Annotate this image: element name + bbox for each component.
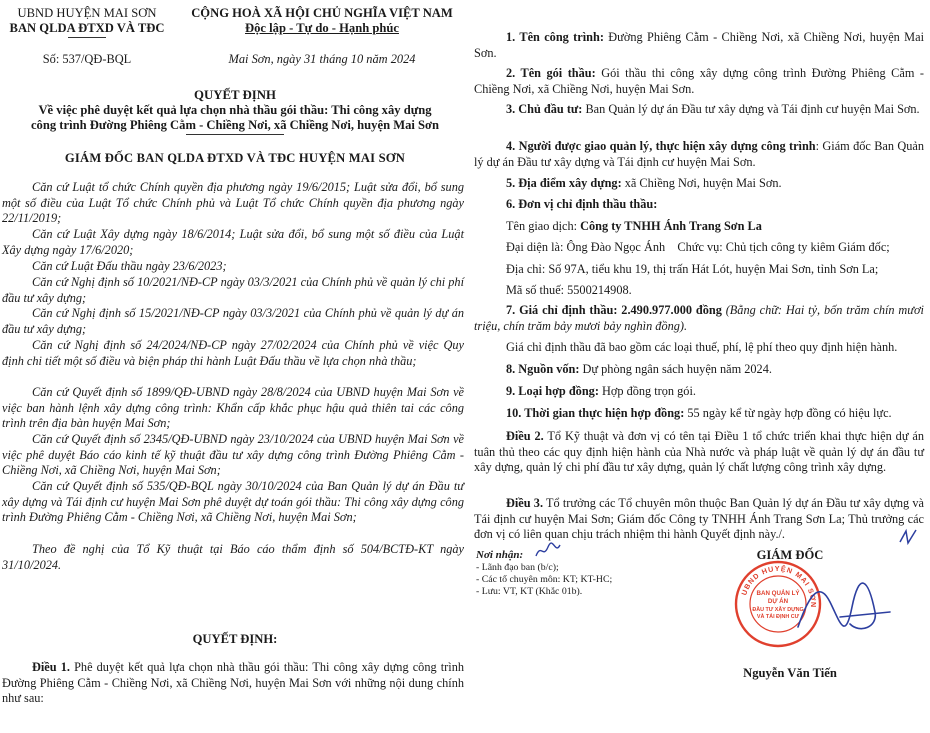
stamp-text-1: BAN QUẢN LÝ: [756, 590, 800, 597]
stamp-text-3: ĐẦU TƯ XÂY DỰNG: [752, 607, 804, 613]
basis-6: Căn cứ Nghị định số 24/2024/NĐ-CP ngày 27/02/2024 của Chính phủ về việc Quy định chi tiết một số điều và biện pháp thi hành Luật Đấu thầu về lựa chọn nhà thầu;: [2, 338, 464, 368]
item-8: 8. Nguồn vốn: Dự phòng ngân sách huyện năm 2024.: [506, 362, 772, 376]
basis-4: Căn cứ Nghị định số 10/2021/NĐ-CP ngày 03/3/2021 của Chính phủ về quản lý chi phí đầu tư xây dựng;: [2, 275, 464, 305]
basis-2: Căn cứ Luật Xây dựng ngày 18/6/2014; Luật sửa đổi, bổ sung một số điều của Luật Xây dựng ngày 17/6/2020;: [2, 227, 464, 257]
recipients-heading: Nơi nhận:: [476, 549, 524, 561]
basis-5: Căn cứ Nghị định số 15/2021/NĐ-CP ngày 03/3/2021 của Chính phủ về quản lý dự án đầu tư xây dựng;: [2, 306, 464, 336]
item-4: 4. Người được giao quản lý, thực hiện xây dựng công trình: Giám đốc Ban Quản lý dự án Đầu tư xây dựng và Tái định cư huyện Mai Sơn.: [474, 139, 924, 169]
basis-9: Căn cứ Quyết định số 535/QĐ-BQL ngày 30/10/2024 của Ban Quản lý dự án Đầu tư xây dựng và Tái định cư huyện Mai Sơn phê duyệt dự toán gói thầu: Thi công xây dựng công trình Đường Phiêng Cằm - Chiềng Nơi, xã Chiềng Nơi, huyện Mai Sơn;: [2, 479, 464, 525]
signer-title: GIÁM ĐỐC: [756, 548, 824, 562]
article-2: Điều 2. Tổ Kỹ thuật và đơn vị có tên tại Điều 1 tổ chức triển khai thực hiện dự án tuân thủ theo các quy định hiện hành của Nhà nước và pháp luật về quản lý dự án đầu tư xây dựng, quản lý chi phí đầu tư xây dựng, quản lý chất lượng công trình xây dựng.: [474, 429, 924, 475]
signer-name: Nguyễn Văn Tiến: [743, 666, 837, 680]
article-1-text: Phê duyệt kết quả lựa chọn nhà thầu gói thầu: Thi công xây dựng công trình Đường Phiêng Cằm - Chiềng Nơi, xã Chiềng Nơi, huyện Mai Sơn với những nội dung chính như sau:: [2, 660, 464, 706]
item-7-note: Giá chỉ định thầu đã bao gồm các loại thuế, phí, lệ phí theo quy định hiện hành.: [506, 340, 898, 354]
recipient-2: - Các tổ chuyên môn: KT; KT-HC;: [476, 574, 613, 585]
country-line1: CỘNG HOÀ XÃ HỘI CHỦ NGHĨA VIỆT NAM: [191, 6, 453, 20]
item-3: 3. Chủ đầu tư: Ban Quản lý dự án Đầu tư xây dựng và Tái định cư huyện Mai Sơn.: [506, 102, 920, 116]
recipient-1: - Lãnh đạo ban (b/c);: [476, 562, 559, 573]
basis-8: Căn cứ Quyết định số 2345/QĐ-UBND ngày 23/10/2024 của UBND huyện Mai Sơn về việc phê duyệt Báo cáo kinh tế kỹ thuật đầu tư xây dựng công trình Đường Phiêng Cằm - Chiềng Nơi, xã Chiềng Nơi, huyện Mai Sơn;: [2, 432, 464, 478]
contractor-name: Công ty TNHH Ánh Trang Sơn La: [580, 219, 762, 233]
item-7: 7. Giá chỉ định thầu: 2.490.977.000 đồng (Bằng chữ: Hai tỷ, bốn trăm chín mươi triệu, chín trăm bảy mươi bảy nghìn đồng).: [474, 303, 924, 333]
address-line: Địa chỉ: Số 97A, tiểu khu 19, thị trấn Hát Lót, huyện Mai Sơn, tỉnh Sơn La;: [506, 262, 879, 276]
subject-line2: công trình Đường Phiêng Cằm - Chiềng Nơi, xã Chiềng Nơi, huyện Mai Sơn: [30, 118, 440, 132]
basis-7: Căn cứ Quyết định số 1899/QĐ-UBND ngày 28/8/2024 của UBND huyện Mai Sơn về việc ban hành lệnh xây dựng công trình: Khẩn cấp khắc phục hậu quả thiên tai các công trình trên địa bàn huyện Mai Sơn;: [2, 385, 464, 431]
item-5: 5. Địa điểm xây dựng: xã Chiềng Nơi, huyện Mai Sơn.: [506, 176, 782, 190]
item-2: 2. Tên gói thầu: Gói thầu thi công xây dựng công trình Đường Phiêng Cằm - Chiềng Nơi, xã Chiềng Nơi, huyện Mai Sơn.: [474, 66, 924, 96]
item-9: 9. Loại hợp đồng: Hợp đồng trọn gói.: [506, 384, 696, 398]
agency-underline: [68, 37, 106, 38]
basis-3: Căn cứ Luật Đấu thầu ngày 23/6/2023;: [32, 259, 227, 273]
stamp-text-2: DỰ ÁN: [767, 598, 789, 605]
item-6: 6. Đơn vị chỉ định thầu thầu:: [506, 197, 658, 211]
article-1-label: Điều 1.: [32, 660, 70, 674]
article-3: Điều 3. Tổ trưởng các Tổ chuyên môn thuộc Ban Quản lý dự án Đầu tư xây dựng và Tái định cư huyện Mai Sơn; Giám đốc Công ty TNHH Ánh Trang Sơn La; Thủ trưởng các đơn vị có liên quan chịu trách nhiệm thi hành Quyết định này./.: [474, 496, 924, 542]
handwritten-signature-icon: [790, 572, 900, 652]
subject-underline: [186, 134, 284, 135]
basis-1-block: Căn cứ Luật tổ chức Chính quyền địa phương ngày 19/6/2015; Luật sửa đổi, bổ sung một số điều của Luật Tổ chức Chính phủ và Luật Tổ chức Chính quyền địa phương ngày 22/11/2019;: [2, 180, 464, 226]
end-initials-icon: [898, 527, 920, 547]
decides-heading: QUYẾT ĐỊNH:: [192, 632, 278, 646]
initials-scribble-icon: [533, 541, 563, 561]
authority-heading: GIÁM ĐỐC BAN QLDA ĐTXD VÀ TĐC HUYỆN MAI SƠN: [64, 151, 406, 165]
tax-line: Mã số thuế: 5500214908.: [506, 283, 632, 297]
document-title: QUYẾT ĐỊNH: [194, 88, 276, 102]
recipient-3: - Lưu: VT, KT (Khắc 01b).: [476, 586, 583, 597]
country-line2: Độc lập - Tự do - Hạnh phúc: [245, 21, 399, 35]
item-10: 10. Thời gian thực hiện hợp đồng: 55 ngày kể từ ngày hợp đồng có hiệu lực.: [506, 406, 892, 420]
item-1: 1. Tên công trình: Đường Phiêng Cằm - Chiềng Nơi, xã Chiềng Nơi, huyện Mai Sơn.: [474, 30, 924, 60]
stamp-ring-text: UBND HUYỆN MAI SƠN: [739, 563, 819, 609]
stamp-text-4: VÀ TÁI ĐỊNH CƯ: [756, 614, 800, 620]
place-date: Mai Sơn, ngày 31 tháng 10 năm 2024: [228, 52, 416, 66]
basis-10: Theo đề nghị của Tổ Kỹ thuật tại Báo cáo thẩm định số 504/BCTĐ-KT ngày 31/10/2024.: [2, 542, 464, 572]
trade-name-line: Tên giao dịch: Công ty TNHH Ánh Trang Sơn La: [506, 219, 762, 233]
representative-line: Đại diện là: Ông Đào Ngọc Ánh Chức vụ: Chủ tịch công ty kiêm Giám đốc;: [506, 240, 890, 254]
agency-line2: BAN QLDA ĐTXD VÀ TĐC: [9, 21, 165, 35]
article-1: [2, 660, 464, 707]
doc-number: Số: 537/QĐ-BQL: [42, 52, 132, 66]
agency-line1: UBND HUYỆN MAI SƠN: [17, 6, 157, 20]
subject-line1: Về việc phê duyệt kết quả lựa chọn nhà thầu gói thầu: Thi công xây dựng: [38, 103, 432, 117]
